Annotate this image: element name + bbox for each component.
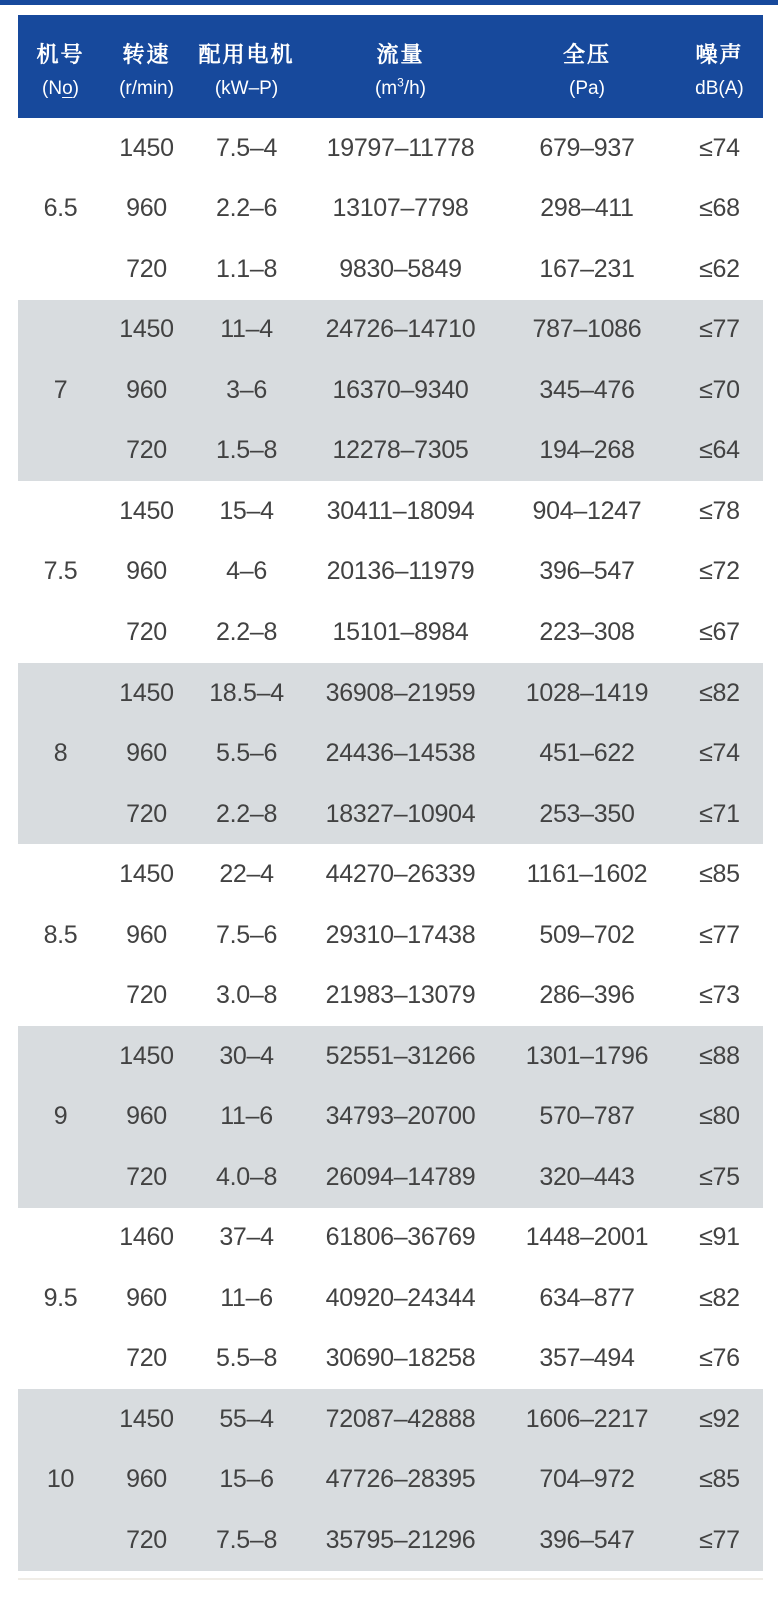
speed-cell: 1450 [119,1041,174,1070]
pressure-cell: 194–268 [539,436,635,465]
motor-cell: 4–6 [226,557,267,586]
flow-cell: 35795–21296 [325,1525,476,1554]
noise-cell: ≤75 [699,1162,740,1191]
model-cell: 7 [53,375,68,404]
model-cell: 8 [53,739,68,768]
speed-cell: 720 [126,618,167,647]
flow-cell: 13107–7798 [332,194,469,223]
noise-cell: ≤77 [699,315,740,344]
pressure-cell: 904–1247 [532,496,642,525]
motor-cell: 1.1–8 [215,254,278,283]
speed-cell: 960 [126,1102,167,1131]
noise-cell: ≤85 [699,860,740,889]
motor-cell: 2.2–6 [215,194,278,223]
pressure-cell: 253–350 [539,799,635,828]
motor-column-unit: (kW–P) [214,77,279,99]
speed-cell: 720 [126,1162,167,1191]
motor-cell: 1.5–8 [215,436,278,465]
noise-cell: ≤78 [699,496,740,525]
pressure-cell: 1448–2001 [525,1223,649,1252]
model-cell: 6.5 [43,194,78,223]
pressure-cell: 345–476 [539,375,635,404]
speed-column-title: 转速 [122,41,171,67]
header-cell-noise [676,15,763,118]
model-group-6.5 [18,118,763,300]
flow-column-title: 流量 [376,41,425,67]
pressure-cell: 167–231 [539,254,635,283]
noise-column-unit: dB(A) [695,77,744,99]
noise-cell: ≤74 [699,133,740,162]
pressure-cell: 396–547 [539,1525,635,1554]
noise-cell: ≤68 [699,194,740,223]
speed-cell: 960 [126,739,167,768]
noise-cell: ≤72 [699,557,740,586]
flow-cell: 30690–18258 [325,1344,476,1373]
top-rule [0,0,778,5]
pressure-cell: 679–937 [539,133,635,162]
noise-cell: ≤62 [699,254,740,283]
flow-cell: 29310–17438 [325,920,476,949]
flow-cell: 24436–14538 [325,739,476,768]
model-column-unit: (No) [42,77,79,99]
flow-cell: 24726–14710 [325,315,476,344]
model-group-9.5 [18,1208,763,1390]
motor-cell: 15–4 [219,496,274,525]
speed-cell: 1450 [119,496,174,525]
cubed-superscript: 3 [397,75,404,90]
flow-cell: 36908–21959 [325,678,476,707]
header-cell-speed [103,15,190,118]
motor-cell: 22–4 [219,860,274,889]
speed-cell: 960 [126,920,167,949]
noise-cell: ≤73 [699,981,740,1010]
noise-cell: ≤92 [699,1404,740,1433]
model-cell: 9 [53,1102,68,1131]
table-header [18,15,763,118]
flow-cell: 9830–5849 [339,254,462,283]
noise-cell: ≤71 [699,799,740,828]
pressure-cell: 509–702 [539,920,635,949]
noise-cell: ≤64 [699,436,740,465]
speed-cell: 1450 [119,1404,174,1433]
pressure-cell: 1606–2217 [525,1404,649,1433]
fan-spec-table [18,15,763,1571]
noise-column-title: 噪声 [695,41,744,67]
motor-cell: 5.5–8 [215,1344,278,1373]
speed-cell: 720 [126,1344,167,1373]
pressure-cell: 320–443 [539,1162,635,1191]
motor-cell: 2.2–8 [215,799,278,828]
pressure-column-unit: (Pa) [569,77,605,99]
pressure-cell: 223–308 [539,618,635,647]
flow-cell: 40920–24344 [325,1283,476,1312]
speed-cell: 720 [126,799,167,828]
motor-cell: 2.2–8 [215,618,278,647]
motor-cell: 15–6 [219,1465,274,1494]
pressure-cell: 357–494 [539,1344,635,1373]
speed-cell: 720 [126,981,167,1010]
noise-cell: ≤70 [699,375,740,404]
speed-cell: 1460 [119,1223,174,1252]
motor-cell: 3.0–8 [215,981,278,1010]
underlined-o: o [62,77,73,99]
noise-cell: ≤82 [699,678,740,707]
flow-cell: 20136–11979 [326,557,475,586]
speed-cell: 720 [126,436,167,465]
model-group-10 [18,1389,763,1571]
flow-cell: 16370–9340 [332,375,469,404]
flow-cell: 61806–36769 [325,1223,476,1252]
noise-cell: ≤77 [699,1525,740,1554]
motor-column-title: 配用电机 [198,41,295,67]
header-cell-motor [190,15,303,118]
model-cell: 8.5 [43,920,78,949]
model-group-8.5 [18,844,763,1026]
flow-cell: 19797–11778 [326,133,475,162]
speed-cell: 720 [126,254,167,283]
motor-cell: 37–4 [219,1223,274,1252]
speed-cell: 720 [126,1525,167,1554]
speed-cell: 1450 [119,860,174,889]
flow-cell: 72087–42888 [325,1404,476,1433]
flow-cell: 15101–8984 [332,618,469,647]
pressure-cell: 451–622 [539,739,635,768]
pressure-cell: 298–411 [540,194,634,223]
pressure-cell: 1028–1419 [525,678,649,707]
noise-cell: ≤74 [699,739,740,768]
noise-cell: ≤82 [699,1283,740,1312]
pressure-cell: 286–396 [539,981,635,1010]
pressure-cell: 634–877 [539,1283,635,1312]
speed-cell: 960 [126,557,167,586]
bottom-rule [18,1578,763,1580]
model-cell: 10 [46,1465,75,1494]
pressure-cell: 787–1086 [532,315,642,344]
noise-cell: ≤88 [699,1041,740,1070]
motor-cell: 11–6 [220,1102,273,1131]
speed-column-unit: (r/min) [119,77,174,99]
pressure-cell: 1161–1602 [526,860,648,889]
model-group-8 [18,663,763,845]
flow-cell: 34793–20700 [325,1102,476,1131]
speed-cell: 960 [126,1283,167,1312]
noise-cell: ≤85 [699,1465,740,1494]
speed-cell: 1450 [119,678,174,707]
model-group-7 [18,300,763,482]
motor-cell: 11–4 [220,315,273,344]
pressure-cell: 396–547 [539,557,635,586]
model-group-7.5 [18,481,763,663]
pressure-cell: 570–787 [539,1102,635,1131]
speed-cell: 1450 [119,133,174,162]
motor-cell: 7.5–6 [215,920,278,949]
flow-column-unit: $(m^3/h)$ [374,75,427,99]
noise-cell: ≤91 [699,1223,740,1252]
model-cell: 9.5 [43,1283,78,1312]
header-cell-pressure [498,15,676,118]
speed-cell: 960 [126,194,167,223]
model-group-9 [18,1026,763,1208]
motor-cell: 11–6 [220,1283,273,1312]
pressure-cell: 1301–1796 [525,1041,649,1070]
header-cell-flow [303,15,498,118]
flow-cell: 52551–31266 [325,1041,476,1070]
flow-cell: 26094–14789 [325,1162,476,1191]
flow-cell: 47726–28395 [325,1465,476,1494]
table-body [18,118,763,1571]
speed-cell: 960 [126,375,167,404]
motor-cell: 7.5–8 [215,1525,278,1554]
motor-cell: 30–4 [219,1041,274,1070]
motor-cell: 5.5–6 [215,739,278,768]
speed-cell: 960 [126,1465,167,1494]
noise-cell: ≤80 [699,1102,740,1131]
noise-cell: ≤76 [699,1344,740,1373]
pressure-cell: 704–972 [539,1465,635,1494]
header-cell-model [18,15,103,118]
motor-cell: 55–4 [219,1404,274,1433]
motor-cell: 18.5–4 [209,678,284,707]
model-column-title: 机号 [36,41,85,67]
speed-cell: 1450 [119,315,174,344]
model-cell: 7.5 [43,557,78,586]
flow-cell: 30411–18094 [326,496,475,525]
flow-cell: 44270–26339 [325,860,476,889]
pressure-column-title: 全压 [562,41,611,67]
flow-cell: 18327–10904 [325,799,476,828]
flow-cell: 21983–13079 [325,981,476,1010]
flow-cell: 12278–7305 [332,436,469,465]
motor-cell: 7.5–4 [215,133,278,162]
motor-cell: 4.0–8 [215,1162,278,1191]
noise-cell: ≤77 [699,920,740,949]
motor-cell: 3–6 [226,375,267,404]
noise-cell: ≤67 [699,618,740,647]
